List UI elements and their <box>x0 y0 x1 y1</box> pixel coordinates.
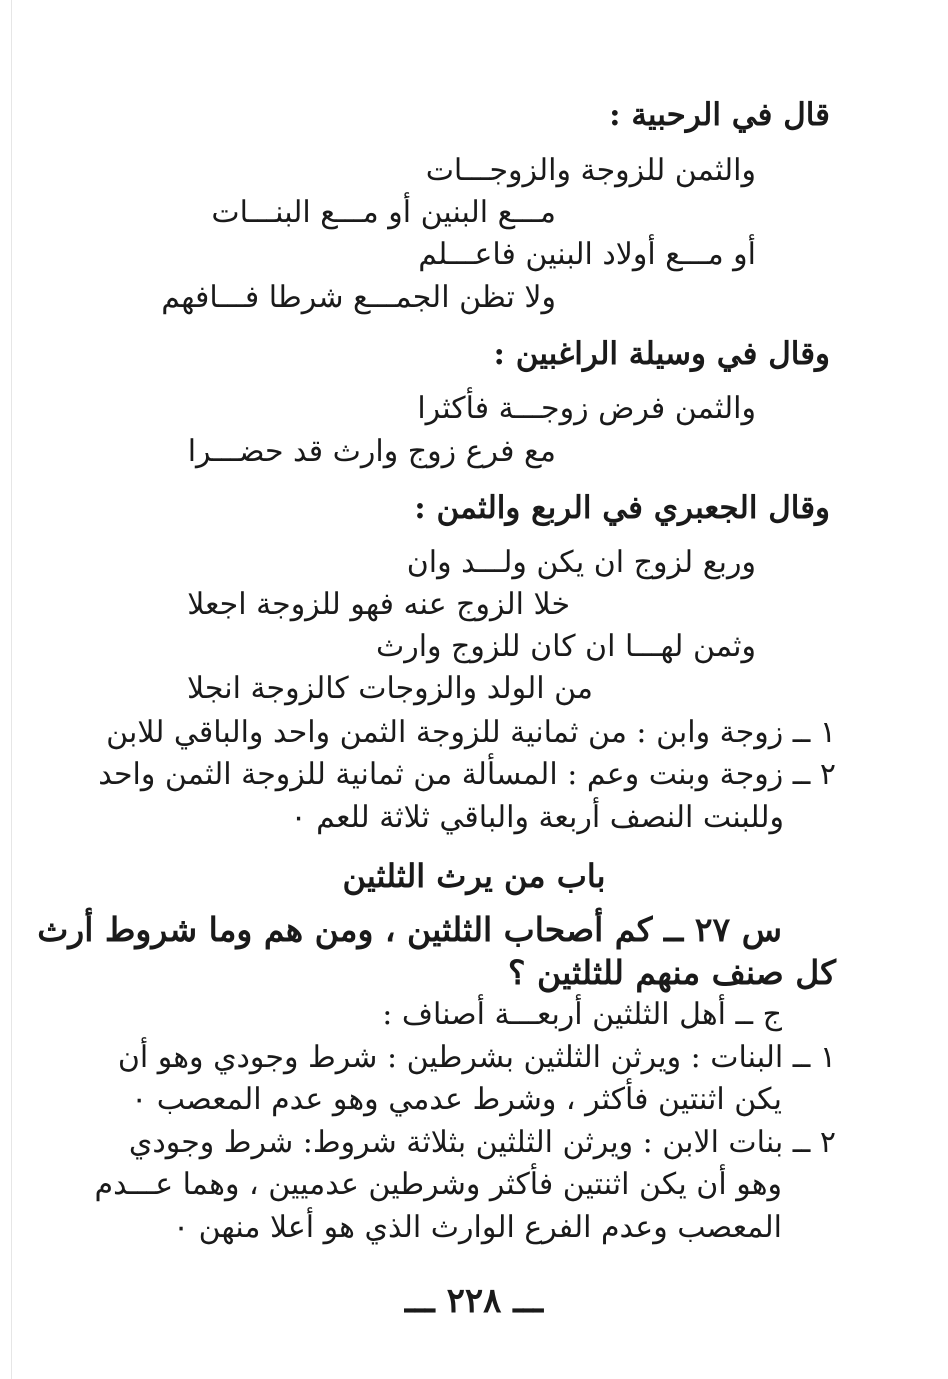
answer-line-1: ١ ــ البنات : ويرثن الثلثين بشرطين : شرط وجودي وهو أن <box>117 1040 836 1075</box>
jabari-verse-1: وربع لزوج ان يكن ولـــد وان <box>406 545 756 580</box>
page-number: ـــ ٢٢٨ ـــ <box>404 1281 544 1321</box>
rahabiya-verse-1: والثمن للزوجة والزوجـــات <box>425 153 756 188</box>
scan-edge-line <box>11 0 12 1379</box>
question-line-1: س ٢٧ ــ كم أصحاب الثلثين ، ومن هم وما شروط أرث <box>37 910 782 949</box>
answer-line-5: المعصب وعدم الفرع الوارث الذي هو أعلا منهن ٠ <box>173 1210 782 1245</box>
wasila-verse-2: مع فرع زوج وارث قد حضـــرا <box>187 434 556 469</box>
question-line-2: كل صنف منهم للثلثين ؟ <box>507 953 836 992</box>
answer-line-3: ٢ ــ بنات الابن : ويرثن الثلثين بثلاثة شروط: شرط وجودي <box>128 1125 836 1160</box>
jabari-verse-2: خلا الزوج عنه فهو للزوجة اجعلا <box>187 587 570 622</box>
rahabiya-verse-3: أو مـــع أولاد البنين فاعـــلم <box>418 237 756 272</box>
wasila-heading: وقال في وسيلة الراغبين : <box>493 336 830 372</box>
chapter-title: باب من يرث الثلثين <box>342 857 606 895</box>
rahabiya-heading: قال في الرحبية : <box>609 97 830 133</box>
example-2-continuation: وللبنت النصف أربعة والباقي ثلاثة للعم ٠ <box>290 800 784 835</box>
rahabiya-verse-2: مـــع البنين أو مـــع البنـــات <box>211 195 556 230</box>
rahabiya-verse-4: ولا تظن الجمـــع شرطا فـــافهم <box>161 280 556 315</box>
jabari-heading: وقال الجعبري في الربع والثمن : <box>414 490 830 526</box>
jabari-verse-4: من الولد والزوجات كالزوجة انجلا <box>186 671 593 706</box>
example-1: ١ ــ زوجة وابن : من ثمانية للزوجة الثمن واحد والباقي للابن <box>106 715 836 750</box>
answer-line-2: يكن اثنتين فأكثر ، وشرط عدمي وهو عدم المعصب ٠ <box>131 1082 782 1117</box>
answer-intro: ج ــ أهل الثلثين أربعـــة أصناف : <box>382 997 782 1032</box>
wasila-verse-1: والثمن فرض زوجـــة فأكثرا <box>417 391 756 426</box>
jabari-verse-3: وثمن لهـــا ان كان للزوج وارث <box>375 629 756 664</box>
answer-line-4: وهو أن يكن اثنتين فأكثر وشرطين عدميين ، وهما عـــدم <box>94 1167 782 1202</box>
example-2: ٢ ــ زوجة وبنت وعم : المسألة من ثمانية للزوجة الثمن واحد <box>98 757 836 792</box>
